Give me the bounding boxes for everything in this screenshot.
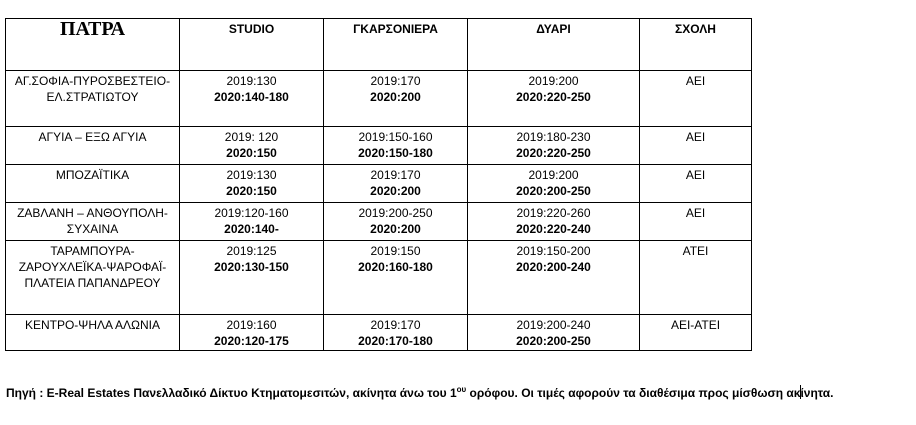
table-row — [6, 165, 752, 203]
area-cell: ΑΓ.ΣΟΦΙΑ-ΠΥΡΟΣΒΕΣΤΕΙΟ-ΕΛ.ΣΤΡΑΤΙΩΤΟΥ — [6, 71, 180, 127]
price-2019: 2019:130 — [226, 168, 277, 182]
area-cell: ΜΠΟΖΑΪΤΙΚΑ — [6, 165, 180, 203]
header-dyari: ΔΥΑΡΙ — [468, 19, 640, 71]
price-2019: 2019:150-200 — [516, 244, 591, 258]
area-cell: ΑΓΥΙΑ – ΕΞΩ ΑΓΥΙΑ — [6, 127, 180, 165]
price-2019: 2019:160 — [226, 318, 277, 332]
price-2019: 2019:120-160 — [214, 206, 289, 220]
garsoniera-cell — [324, 241, 468, 315]
source-text-end: ίνητα. — [800, 386, 834, 400]
price-2020: 2020:140-180 — [214, 90, 289, 104]
studio-cell — [180, 203, 324, 241]
dyari-cell — [468, 127, 640, 165]
school-cell: ΑΕΙ — [640, 203, 752, 241]
area-cell: ΤΑΡΑΜΠΟΥΡΑ-ΖΑΡΟΥΧΛΕΪΚΑ-ΨΑΡΟΦΑΪ-ΠΛΑΤΕΙΑ ΠΑΠΑΝΔΡΕΟΥ — [6, 241, 180, 315]
price-2020: 2020:150 — [226, 146, 277, 160]
dyari-cell — [468, 71, 640, 127]
price-2020: 2020:220-250 — [516, 90, 591, 104]
source-text: Πηγή : E-Real Estates Πανελλαδικό Δίκτυο Κτηματομεσιτών, ακίνητα άνω του 1 — [6, 386, 457, 400]
header-school: ΣΧΟΛΗ — [640, 19, 752, 71]
garsoniera-cell — [324, 165, 468, 203]
price-2019: 2019:150 — [370, 244, 421, 258]
table-row — [6, 71, 752, 127]
studio-cell — [180, 127, 324, 165]
price-2020: 2020:170-180 — [358, 334, 433, 348]
price-2019: 2019:180-230 — [516, 130, 591, 144]
price-2019: 2019:200-250 — [358, 206, 433, 220]
school-cell: ΑΕΙ — [640, 165, 752, 203]
dyari-cell — [468, 315, 640, 351]
price-2019: 2019:130 — [226, 74, 277, 88]
price-2019: 2019:200 — [528, 168, 579, 182]
garsoniera-cell — [324, 71, 468, 127]
price-2020: 2020:200 — [370, 184, 421, 198]
studio-cell — [180, 241, 324, 315]
dyari-cell — [468, 203, 640, 241]
price-2019: 2019:125 — [226, 244, 277, 258]
area-cell: ΚΕΝΤΡΟ-ΨΗΛΑ ΑΛΩΝΙΑ — [6, 315, 180, 351]
table-row — [6, 241, 752, 315]
source-superscript: ου — [456, 385, 467, 394]
price-2019: 2019:170 — [370, 74, 421, 88]
area-cell: ΖΑΒΛΑΝΗ – ΑΝΘΟΥΠΟΛΗ-ΣΥΧΑΙΝΑ — [6, 203, 180, 241]
price-2020: 2020:200-240 — [516, 260, 591, 274]
price-2019: 2019:170 — [370, 318, 421, 332]
dyari-cell — [468, 165, 640, 203]
school-cell: ΑΤΕΙ — [640, 241, 752, 315]
garsoniera-cell — [324, 203, 468, 241]
price-2020: 2020:220-240 — [516, 222, 591, 236]
table-row — [6, 127, 752, 165]
price-2020: 2020:150-180 — [358, 146, 433, 160]
price-2020: 2020:150 — [226, 184, 277, 198]
price-2020: 2020:220-250 — [516, 146, 591, 160]
price-2020: 2020:200 — [370, 222, 421, 236]
price-2019: 2019:150-160 — [358, 130, 433, 144]
price-2020: 2020:160-180 — [358, 260, 433, 274]
price-2020: 2020:130-150 — [214, 260, 289, 274]
source-text-middle: ορόφου. Οι τιμές αφορούν τα διαθέσιμα προς μίσθωση ακ — [466, 386, 801, 400]
school-cell: ΑΕΙ-ΑΤΕΙ — [640, 315, 752, 351]
price-2019: 2019:170 — [370, 168, 421, 182]
price-2020: 2020:200-250 — [516, 184, 591, 198]
studio-cell — [180, 71, 324, 127]
garsoniera-cell — [324, 315, 468, 351]
dyari-cell — [468, 241, 640, 315]
price-2019: 2019:200 — [528, 74, 579, 88]
price-2019: 2019:200-240 — [516, 318, 591, 332]
school-cell: ΑΕΙ — [640, 127, 752, 165]
price-2020: 2020:200 — [370, 90, 421, 104]
price-2019: 2019:220-260 — [516, 206, 591, 220]
city-heading: ΠΑΤΡΑ — [6, 19, 180, 71]
source-note — [6, 385, 834, 400]
price-2020: 2020:120-175 — [214, 334, 289, 348]
header-garsoniera: ΓΚΑΡΣΟΝΙΕΡΑ — [324, 19, 468, 71]
table-row — [6, 203, 752, 241]
table-row — [6, 315, 752, 351]
price-2020: 2020:140- — [224, 222, 279, 236]
header-studio: STUDIO — [180, 19, 324, 71]
studio-cell — [180, 315, 324, 351]
school-cell: ΑΕΙ — [640, 71, 752, 127]
price-2020: 2020:200-250 — [516, 334, 591, 348]
rent-prices-table — [5, 18, 752, 351]
garsoniera-cell — [324, 127, 468, 165]
studio-cell — [180, 165, 324, 203]
price-2019: 2019: 120 — [224, 130, 279, 144]
